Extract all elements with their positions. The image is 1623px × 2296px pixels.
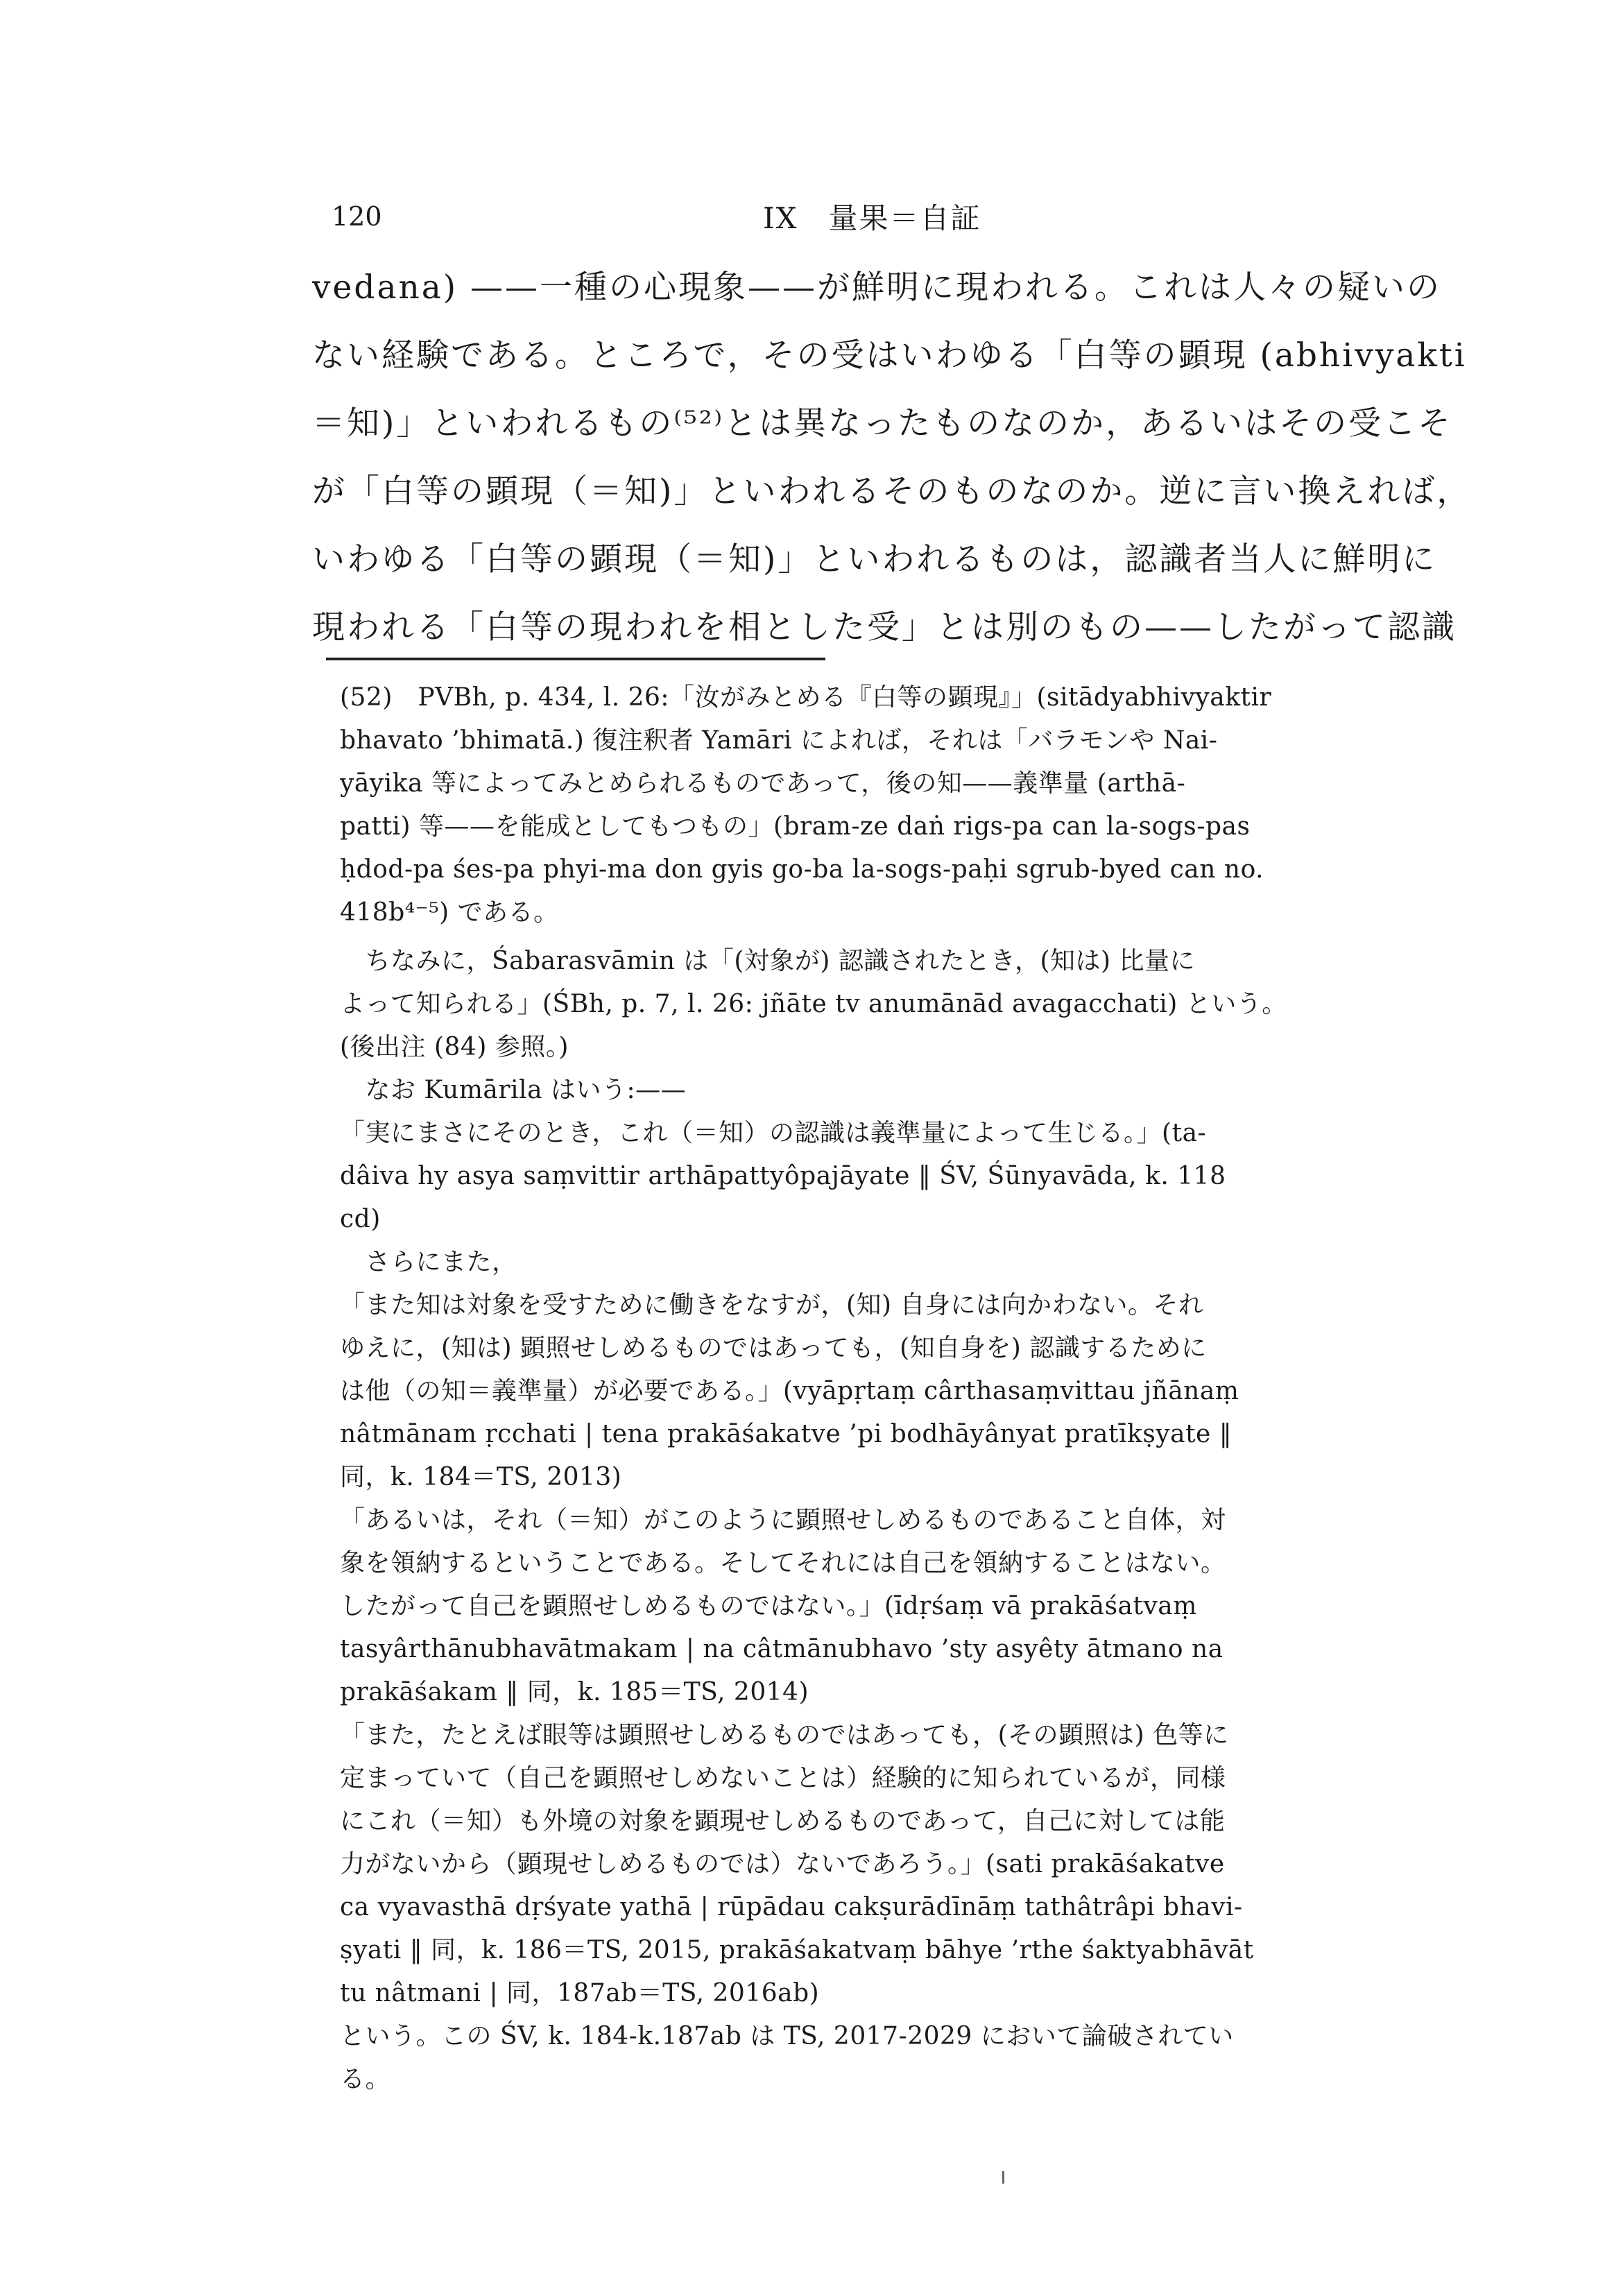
main-text-line: いわゆる「白等の顕現（＝知)」といわれるものは，認識者当人に鮮明に (312, 540, 1437, 579)
footnote-line: なお Kumārila はいう:—— (340, 1076, 687, 1104)
main-text (312, 254, 1472, 662)
footnote-line: 力がないから（顕現せしめるものでは）ないであろう。」(sati prakāśakatve (340, 1850, 1225, 1878)
main-text-line: 現われる「白等の現われを相とした受」とは別のもの——したがって認識 (312, 608, 1457, 646)
footnote-line: ṣyati ‖ 同，k. 186＝TS, 2015, prakāśakatvaṃ bāhye ’rthe śaktyabhāvāt (340, 1936, 1254, 1964)
footnote-line: ゆえに，(知は) 顕照せしめるものではあっても，(知自身を) 認識するために (340, 1334, 1207, 1362)
footnote-line: さらにまた， (340, 1248, 517, 1276)
footnote-line: cd) (340, 1205, 381, 1233)
footnote-line: dâiva hy asya saṃvittir arthāpattyôpajāyate ‖ ŚV, Śūnyavāda, k. 118 (340, 1162, 1226, 1190)
footnote-gap (340, 934, 1450, 940)
footnote-line: ca vyavasthā dṛśyate yathā | rūpādau cakṣurādīnāṃ tathâtrâpi bhavi- (340, 1893, 1243, 1921)
main-text-line: が「白等の顕現（＝知)」といわれるそのものなのか。逆に言い換えれば， (312, 472, 1472, 511)
footnote-line: 「実にまさにそのとき，これ（＝知）の認識は義準量によって生じる。」(ta- (340, 1119, 1207, 1147)
footnote-line: る。 (340, 2065, 391, 2093)
footnote-line: 「また，たとえば眼等は顕照せしめるものではあっても，(その顕照は) 色等に (340, 1721, 1229, 1749)
footnote-line: 「あるいは，それ（＝知）がこのように顕照せしめるものであること自体，対 (340, 1506, 1226, 1534)
footnote-line: 「また知は対象を受すために働きをなすが，(知) 自身には向かわない。それ (340, 1291, 1204, 1319)
footnote-line: patti) 等——を能成としてもつもの」(bram-ze daṅ rigs-pa can la-sogs-pas (340, 812, 1251, 841)
footnote-line: 定まっていて（自己を顕照せしめないことは）経験的に知られているが，同様 (340, 1764, 1226, 1792)
footnote-line: したがって自己を顕照せしめるものではない。」(īdṛśaṃ vā prakāśatvaṃ (340, 1592, 1197, 1620)
main-text-line: ない経験である。ところで，その受はいわゆる「白等の顕現 (abhivyakti (312, 336, 1467, 375)
main-text-line: ＝知)」といわれるもの⁽⁵²⁾とは異なったものなのか，あるいはその受こそ (312, 404, 1453, 443)
footnote-line: は他（の知＝義準量）が必要である。」(vyāpṛtaṃ cârthasaṃvittau jñānaṃ (340, 1377, 1239, 1405)
footnote-line: よって知られる」(ŚBh, p. 7, l. 26: jñāte tv anumānād avagacchati) という。 (340, 990, 1287, 1018)
footnote-line: (後出注 (84) 参照。) (340, 1033, 569, 1061)
footnote-rule (326, 658, 825, 660)
footnote-line: ḥdod-pa śes-pa phyi-ma don gyis go-ba la-sogs-paḥi sgrub-byed can no. (340, 855, 1264, 884)
main-text-line: vedana) ——一種の心現象——が鮮明に現われる。これは人々の疑いの (312, 268, 1442, 307)
footnote-line: tasyârthānubhavātmakam | na câtmānubhavo ’sty asyêty ātmano na (340, 1635, 1223, 1663)
running-head: IX 量果＝自証 (763, 201, 981, 235)
footnote-line: 418b⁴⁻⁵) である。 (340, 898, 559, 927)
footnote (340, 676, 1450, 2101)
scan-speck (1002, 2171, 1004, 2184)
footnote-line: yāyika 等によってみとめられるものであって，後の知——義準量 (arthā- (340, 769, 1186, 798)
page-number: 120 (332, 201, 382, 232)
footnote-line: 同，k. 184＝TS, 2013) (340, 1463, 622, 1491)
footnote-line: prakāśakam ‖ 同，k. 185＝TS, 2014) (340, 1678, 809, 1706)
footnote-line: ちなみに，Śabarasvāmin は「(対象が) 認識されたとき，(知は) 比量に (340, 947, 1195, 975)
footnote-line: にこれ（＝知）も外境の対象を顕現せしめるものであって，自己に対しては能 (340, 1807, 1226, 1835)
footnote-line: 象を領納するということである。そしてそれには自己を領納することはない。 (340, 1549, 1226, 1577)
footnote-line: という。この ŚV, k. 184-k.187ab は TS, 2017-2029 において論破されてい (340, 2022, 1234, 2050)
footnote-line: nâtmānam ṛcchati | tena prakāśakatve ’pi bodhāyânyat pratīkṣyate ‖ (340, 1420, 1233, 1448)
footnote-line: (52) PVBh, p. 434, l. 26:「汝がみとめる『白等の顕現』」(sitādyabhivyaktir (340, 683, 1272, 712)
footnote-line: bhavato ’bhimatā.) 復注釈者 Yamāri によれば，それは「バラモンや Nai- (340, 726, 1218, 755)
footnote-line: tu nâtmani | 同，187ab＝TS, 2016ab) (340, 1979, 820, 2007)
